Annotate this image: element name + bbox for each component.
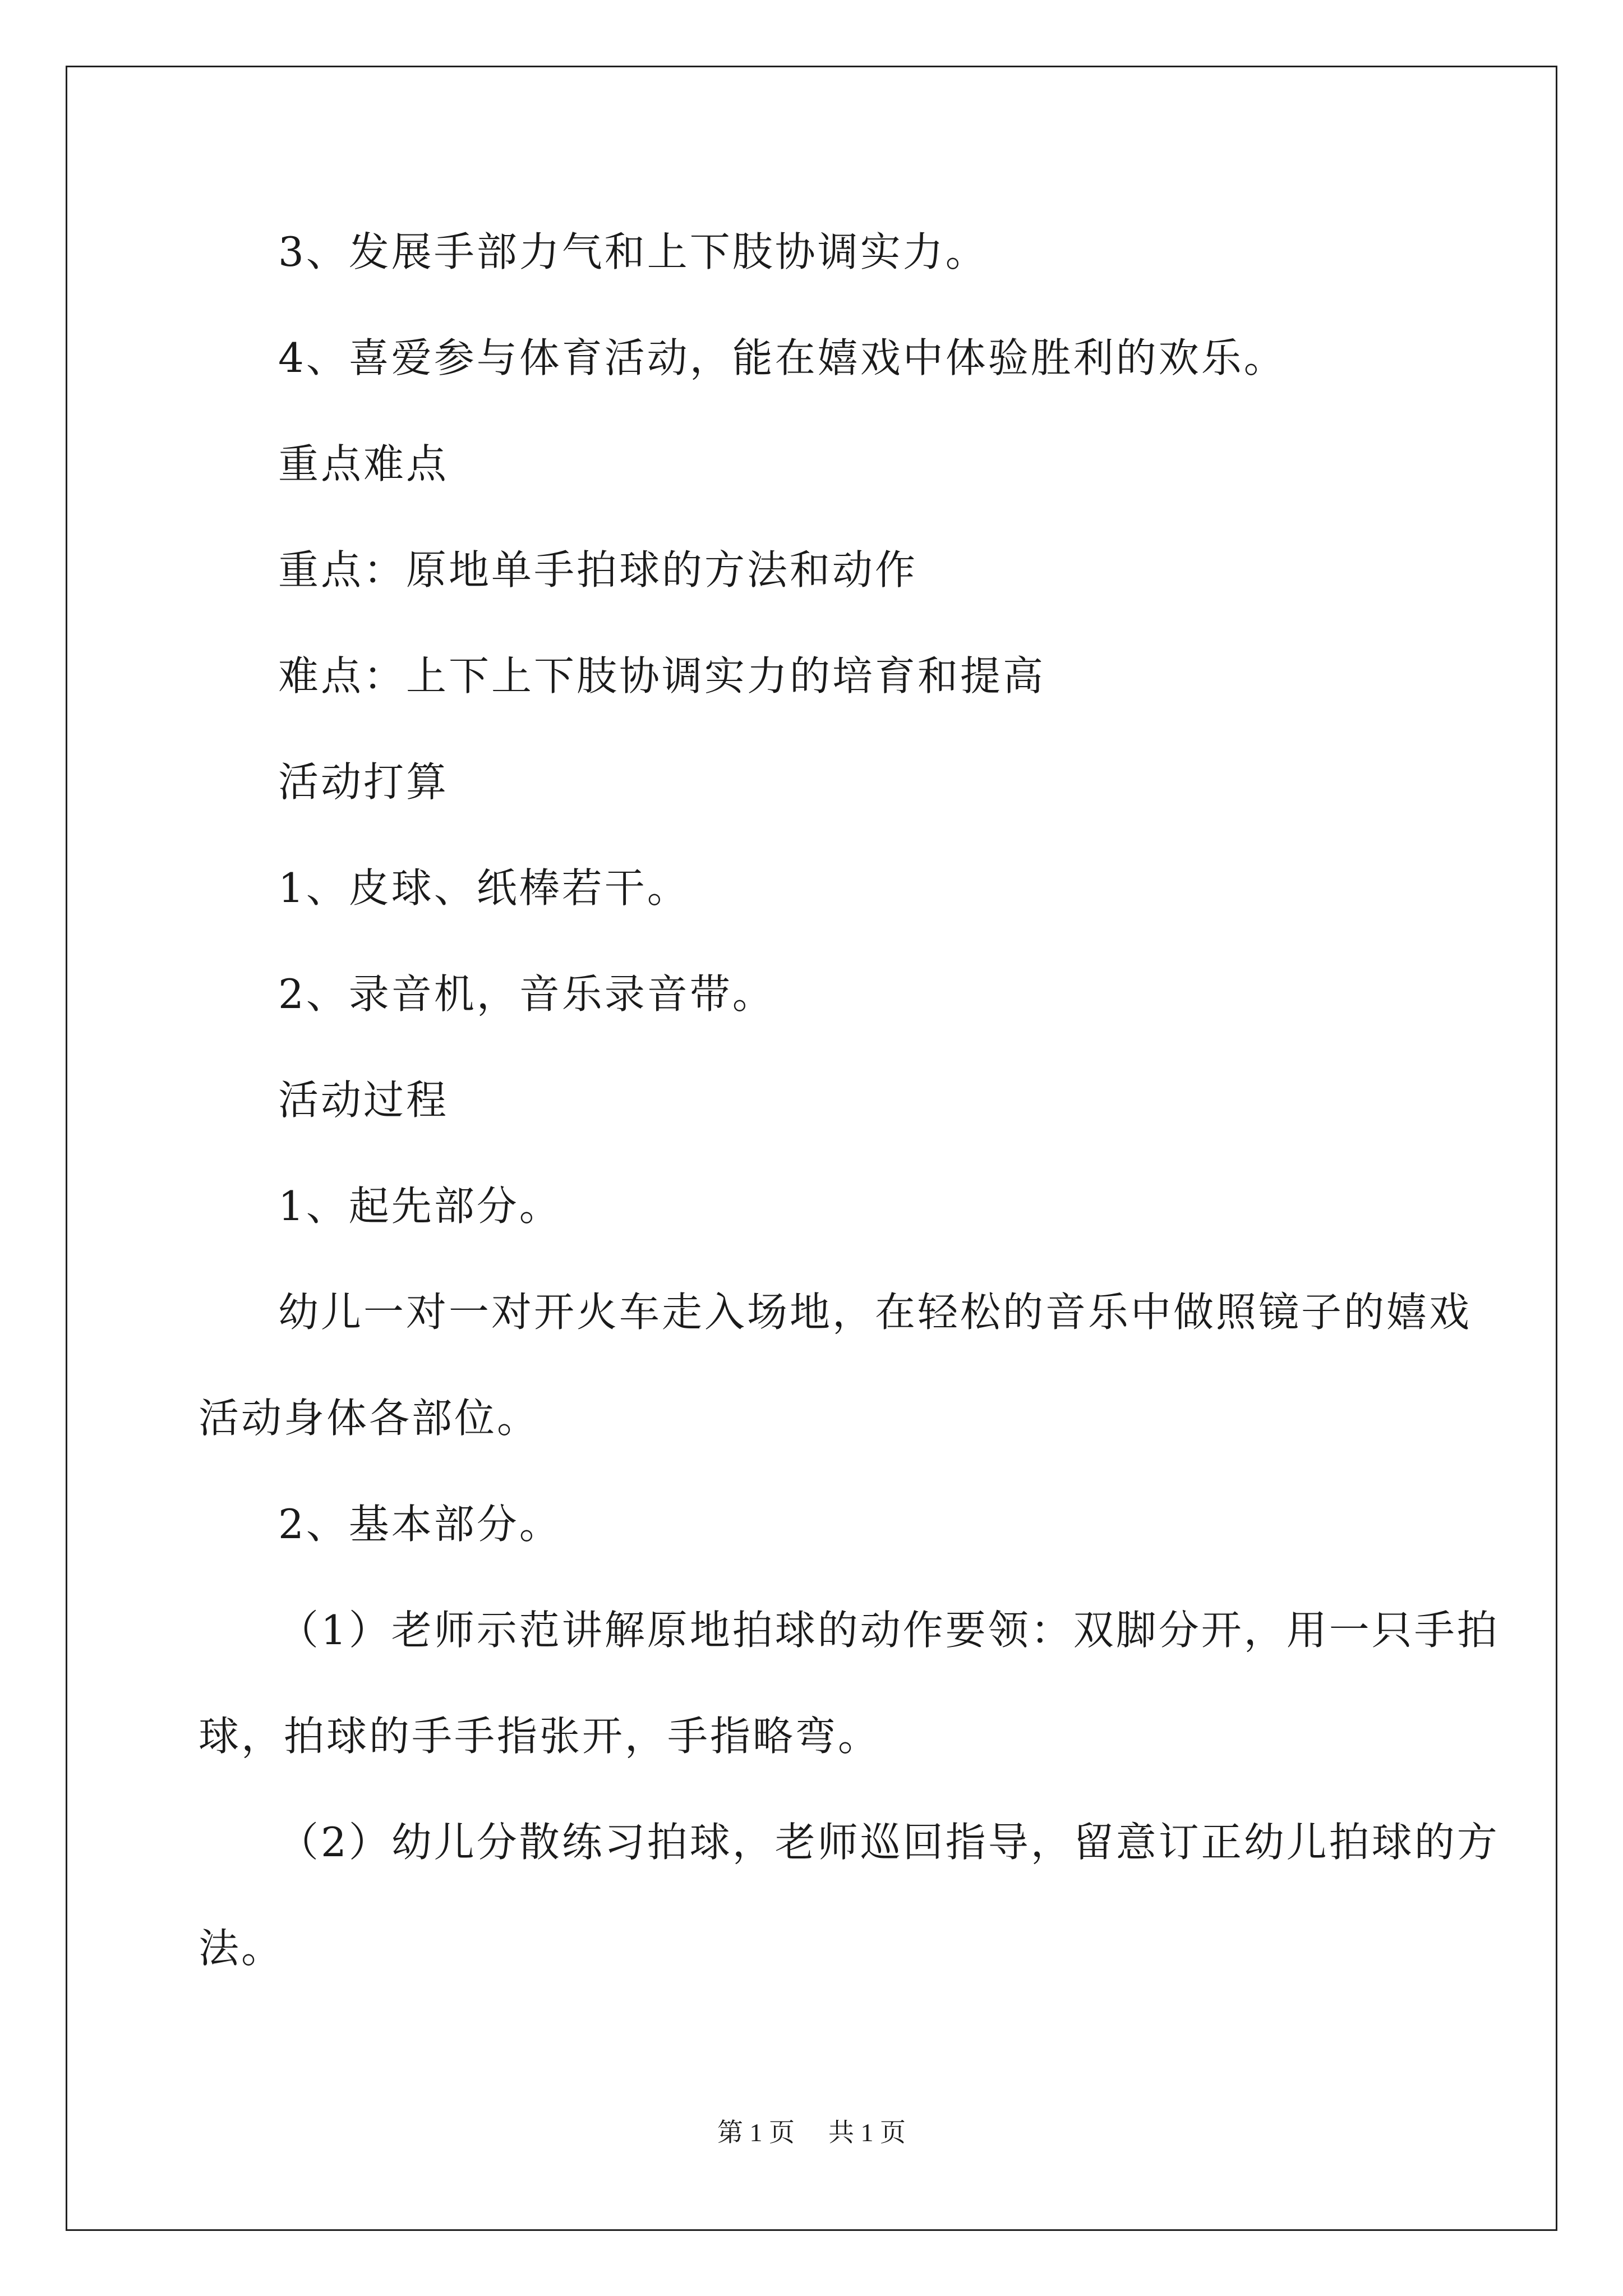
heading-activity-process: 活动过程 [278, 1076, 449, 1124]
paragraph-step-1-text: 幼儿一对一对开火车走入场地，在轻松的音乐中做照镜子的嬉戏 [278, 1289, 1472, 1336]
paragraph-step-1: 1、起先部分。 [278, 1182, 562, 1230]
paragraph-key-point: 重点：原地单手拍球的方法和动作 [278, 546, 918, 593]
page-total: 共 1 页 [828, 2118, 906, 2147]
paragraph-objective-3: 3、发展手部力气和上下肢协调实力。 [278, 228, 988, 275]
page-number: 第 1 页 [717, 2118, 795, 2147]
paragraph-step-1-text-cont: 活动身体各部位。 [199, 1395, 540, 1442]
paragraph-prep-2: 2、录音机，音乐录音带。 [278, 970, 775, 1018]
paragraph-difficulty: 难点：上下上下肢协调实力的培育和提高 [278, 652, 1046, 700]
heading-key-difficulties: 重点难点 [278, 440, 449, 487]
paragraph-step-2-2: （2）幼儿分散练习拍球，老师巡回指导，留意订正幼儿拍球的方 [278, 1819, 1500, 1866]
paragraph-step-2-2-cont: 法。 [199, 1925, 284, 1972]
page-footer [0, 2116, 1623, 2150]
heading-activity-preparation: 活动打算 [278, 758, 449, 806]
paragraph-objective-4: 4、喜爱参与体育活动，能在嬉戏中体验胜利的欢乐。 [278, 334, 1287, 381]
paragraph-step-2: 2、基本部分。 [278, 1501, 562, 1548]
paragraph-prep-1: 1、皮球、纸棒若干。 [278, 864, 690, 912]
paragraph-step-2-1: （1）老师示范讲解原地拍球的动作要领：双脚分开，用一只手拍 [278, 1607, 1500, 1654]
page-border [66, 66, 1557, 2231]
paragraph-step-2-1-cont: 球，拍球的手手指张开，手指略弯。 [199, 1713, 881, 1760]
